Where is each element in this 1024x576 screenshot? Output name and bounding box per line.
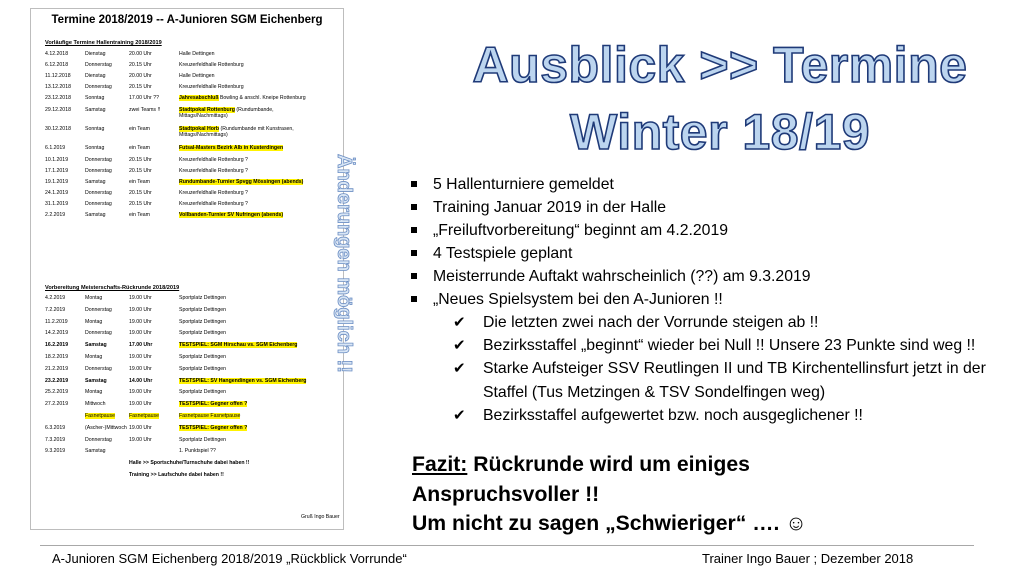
schedule-day: Fasnetpause [85,413,115,419]
schedule-description: TESTSPIEL: SV Hangendingen vs. SGM Eichenberg [179,377,307,384]
schedule-description: Mittags/Nachmittags) [179,132,228,138]
schedule-day: Montag [85,389,103,396]
vertical-note [322,150,370,450]
schedule-date: 16.2.2019 [45,342,69,349]
schedule-day: Donnerstag [85,84,112,90]
schedule-description: Kreuzerfeldhalle Rottenburg ? [179,201,248,207]
schedule-day: Samstag [85,107,106,113]
schedule-description: Stadtpokal Rottenburg (Rundumbande, [179,107,274,113]
schedule-date: 2.2.2019 [45,212,66,218]
schedule-time: 19.00 Uhr [129,389,152,396]
schedule-row [45,107,325,119]
schedule-day: Samstag [85,179,106,185]
schedule-time: 20.00 Uhr [129,73,152,79]
schedule-day: Dienstag [85,73,106,79]
schedule-day: Donnerstag [85,306,112,313]
schedule-description: Sportplatz Dettingen [179,306,227,313]
check-item: ✔ Bezirksstaffel aufgewertet bzw. noch ausgeglichener !! [405,404,1005,427]
schedule-description: Kreuzerfeldhalle Rottenburg ? [179,168,248,174]
schedule-date: 9.3.2019 [45,448,66,455]
schedule-time: 19.00 Uhr [129,306,152,313]
schedule-description: Sportplatz Dettingen [179,295,227,301]
schedule-description: Kreuzerfeldhalle Rottenburg ? [179,157,248,163]
schedule-row [45,389,325,395]
schedule-date: 18.2.2019 [45,354,69,360]
checkmark-icon: ✔ [453,337,466,355]
schedule-date: 4.12.2018 [45,51,69,57]
square-bullet-icon [411,273,417,279]
schedule-date: 10.1.2019 [45,157,69,163]
schedule-time: ein Team [129,145,150,151]
schedule-row [45,460,325,466]
schedule-date: 23.12.2018 [45,95,71,101]
conclusion-line-2: Anspruchsvoller !! [412,482,600,506]
schedule-row [45,472,325,478]
schedule-time: 19.00 Uhr [129,424,152,431]
schedule-row [45,145,325,151]
schedule-date: 14.2.2019 [45,330,69,337]
schedule-time: 19.00 Uhr [129,318,152,325]
schedule-description: Fasnetpause Fasnetpause [179,413,241,419]
schedule-date: 27.2.2019 [45,401,69,408]
schedule-day: Donnerstag [85,330,112,337]
schedule-day: Donnerstag [85,157,112,163]
schedule-time: 17.00 Uhr [129,342,153,349]
schedule-row [45,378,325,384]
schedule-day: Montag [85,354,103,360]
bullet-item: 4 Testspiele geplant [405,242,1005,265]
schedule-date: 4.2.2019 [45,295,66,301]
schedule-date: 11.12.2018 [45,73,71,79]
schedule-day: Sonntag [85,145,105,151]
schedule-time: 19.00 Uhr [129,354,152,360]
schedule-date: 6.3.2019 [45,424,66,431]
schedule-image [30,8,344,530]
schedule-day: Dienstag [85,51,106,57]
schedule-row [45,62,325,68]
bullet-item: Training Januar 2019 in der Halle [405,196,1005,219]
schedule-day: Mittwoch [85,401,106,408]
schedule-time: 20.15 Uhr [129,168,152,174]
schedule-row [45,201,325,207]
bullet-item: „Neues Spielsystem bei den A-Junioren !! [405,288,1005,311]
schedule-time: 20.15 Uhr [129,190,152,196]
schedule-row [45,95,325,101]
schedule-time: zwei Teams !! [129,107,161,113]
schedule-day: Sonntag [85,95,105,101]
checkmark-icon: ✔ [453,406,466,424]
schedule-description: Halle Dettingen [179,73,215,79]
schedule-day: Samstag [85,377,107,384]
schedule-day: Montag [85,318,103,325]
schedule-row [45,51,325,57]
square-bullet-icon [411,227,417,233]
schedule-note: Halle >> Sportschuhe/Turnschuhe dabei haben !! [129,460,250,467]
schedule-day: (Ascher-)Mittwoch [85,424,127,431]
schedule-time: 19.00 Uhr [129,365,152,372]
schedule-day: Samstag [85,342,107,349]
schedule-time: 19.00 Uhr [129,295,152,301]
schedule-time: 20.15 Uhr [129,157,152,163]
schedule-row [45,307,325,313]
schedule-description: Sportplatz Dettingen [179,436,227,443]
schedule-description: Kreuzerfeldhalle Rottenburg [179,84,244,90]
schedule-row [45,437,325,443]
schedule-row [45,425,325,431]
schedule-row [45,73,325,79]
schedule-date: 11.2.2019 [45,318,68,325]
schedule-day: Donnerstag [85,436,112,443]
schedule-day: Samstag [85,212,106,218]
schedule-description: Sportplatz Dettingen [179,330,227,337]
footer-left-text: A-Junioren SGM Eichenberg 2018/2019 „Rückblick Vorrunde“ [52,551,407,566]
schedule-description: Futsal-Masters Bezirk Alb in Kusterdingen [179,145,284,151]
schedule-day: Donnerstag [85,62,112,68]
schedule-time: 20.00 Uhr [129,51,152,57]
schedule-row [45,448,325,454]
checkmark-icon: ✔ [453,360,466,378]
schedule-date: 23.2.2019 [45,377,69,384]
schedule-day: Donnerstag [85,190,112,196]
schedule-time: ein Team [129,212,150,218]
schedule-row [45,84,325,90]
schedule-time: 19.00 Uhr [129,401,152,408]
schedule-description: Sportplatz Dettingen [179,318,227,325]
schedule-description: Kreuzerfeldhalle Rottenburg [179,62,244,68]
schedule-day: Sonntag [85,126,105,132]
schedule-row [45,413,325,419]
conclusion-line-3: Um nicht zu sagen „Schwieriger“ …. ☺ [412,512,807,535]
schedule-time: 20.15 Uhr [129,84,152,90]
schedule-date: 6.12.2018 [45,62,69,68]
schedule-description: Stadtpokal Horb (Rundumbande mit Kunstrasen, [179,126,294,132]
schedule-row [45,190,325,196]
schedule-time: 17.00 Uhr ?? [129,95,159,101]
check-item: ✔ Die letzten zwei nach der Vorrunde steigen ab !! [405,311,1005,334]
schedule-description: Sportplatz Dettingen [179,354,227,360]
schedule-time: 19.00 Uhr [129,436,152,443]
schedule-description: TESTSPIEL: Gegner offen ? [179,401,248,408]
footer-right-text: Trainer Ingo Bauer ; Dezember 2018 [702,551,914,566]
bullet-item: „Freiluftvorbereitung“ beginnt am 4.2.2019 [405,219,1005,242]
schedule-section-heading: Vorläufige Termine Hallentraining 2018/2019 [45,40,162,46]
schedule-description: Jahresabschluß Bowling & anschl. Kneipe Rottenburg [179,95,306,101]
schedule-description: Halle Dettingen [179,51,215,57]
schedule-signature: Gruß Ingo Bauer [301,514,340,520]
schedule-date: 24.1.2019 [45,190,69,196]
bullet-item: Meisterrunde Auftakt wahrscheinlich (??) am 9.3.2019 [405,265,1005,288]
check-item: ✔ Bezirksstaffel „beginnt“ wieder bei Null !! Unsere 23 Punkte sind weg !! [405,334,1005,357]
square-bullet-icon [411,181,417,187]
schedule-day: Donnerstag [85,168,112,174]
schedule-day: Donnerstag [85,365,112,372]
schedule-title: Termine 2018/2019 -- A-Junioren SGM Eichenberg [51,14,323,26]
schedule-date: 19.1.2019 [45,179,69,185]
schedule-day: Donnerstag [85,201,112,207]
schedule-time: 20.15 Uhr [129,62,152,68]
schedule-description: Sportplatz Dettingen [179,389,227,396]
schedule-row [45,212,325,218]
schedule-row [45,342,325,348]
schedule-row [45,168,325,174]
svg-text:Änderungen möglich !!: Änderungen möglich !! [333,154,355,373]
schedule-row [45,319,325,325]
schedule-date: 7.3.2019 [45,436,66,443]
bullet-item: 5 Hallenturniere gemeldet [405,173,1005,196]
square-bullet-icon [411,296,417,302]
schedule-description: TESTSPIEL: SGM Hirschau vs. SGM Eichenberg [179,342,298,349]
schedule-date: 29.12.2018 [45,107,71,113]
schedule-description: Mittags/Nachmittags) [179,113,228,119]
schedule-time: Fasnetpause [129,413,159,419]
conclusion [412,450,1012,539]
schedule-description: Sportplatz Dettingen [179,365,227,372]
schedule-date: 7.2.2019 [45,306,66,313]
checkmark-icon: ✔ [453,314,466,331]
schedule-date: 21.2.2019 [45,365,69,372]
slide-title-line-2: Winter 18/19 [569,104,871,160]
schedule-description: 1. Punktspiel ?? [179,448,216,455]
schedule-description: Rundumbande-Turnier Spvgg Mössingen (abends) [179,179,304,185]
conclusion-line-1: Fazit: Rückrunde wird um einiges [412,453,750,476]
schedule-note: Training >> Laufschuhe dabei haben !! [129,472,224,478]
schedule-time: ein Team [129,179,150,185]
schedule-row [45,157,325,163]
schedule-time: 19.00 Uhr [129,330,152,337]
footer-divider [40,545,974,546]
check-item: ✔ Starke Aufsteiger SSV Reutlingen II und TB Kirchentellinsfurt jetzt in der Staffel (Tus Metzingen & TSV Sondelfingen weg) [405,357,1005,403]
schedule-date: 6.1.2019 [45,145,66,151]
schedule-row [45,179,325,185]
schedule-date: 17.1.2019 [45,168,69,174]
schedule-date: 13.12.2018 [45,84,71,90]
square-bullet-icon [411,250,417,256]
schedule-time: 20.15 Uhr [129,201,152,207]
schedule-row [45,366,325,372]
schedule-section-heading: Vorbereitung Meisterschafts-Rückrunde 2018/2019 [45,285,180,291]
schedule-description: Kreuzerfeldhalle Rottenburg ? [179,190,248,196]
schedule-row [45,401,325,407]
schedule-description: TESTSPIEL: Gegner offen ? [179,424,248,431]
schedule-time: ein Team [129,126,150,132]
slide-title-line-1: Ausblick >> Termine [472,37,968,93]
bullet-list [405,173,1005,427]
square-bullet-icon [411,204,417,210]
schedule-row [45,330,325,336]
schedule-day: Montag [85,295,103,301]
schedule-row [45,126,325,138]
conclusion-label: Fazit: [412,453,468,476]
schedule-date: 30.12.2018 [45,126,71,132]
schedule-row [45,295,325,301]
schedule-time: 14.00 Uhr [129,377,153,384]
schedule-date: 31.1.2019 [45,201,69,207]
schedule-description: Vollbanden-Turnier SV Nufringen (abends) [179,212,284,218]
schedule-date: 25.2.2019 [45,389,69,396]
schedule-row [45,354,325,360]
schedule-day: Samstag [85,448,106,455]
